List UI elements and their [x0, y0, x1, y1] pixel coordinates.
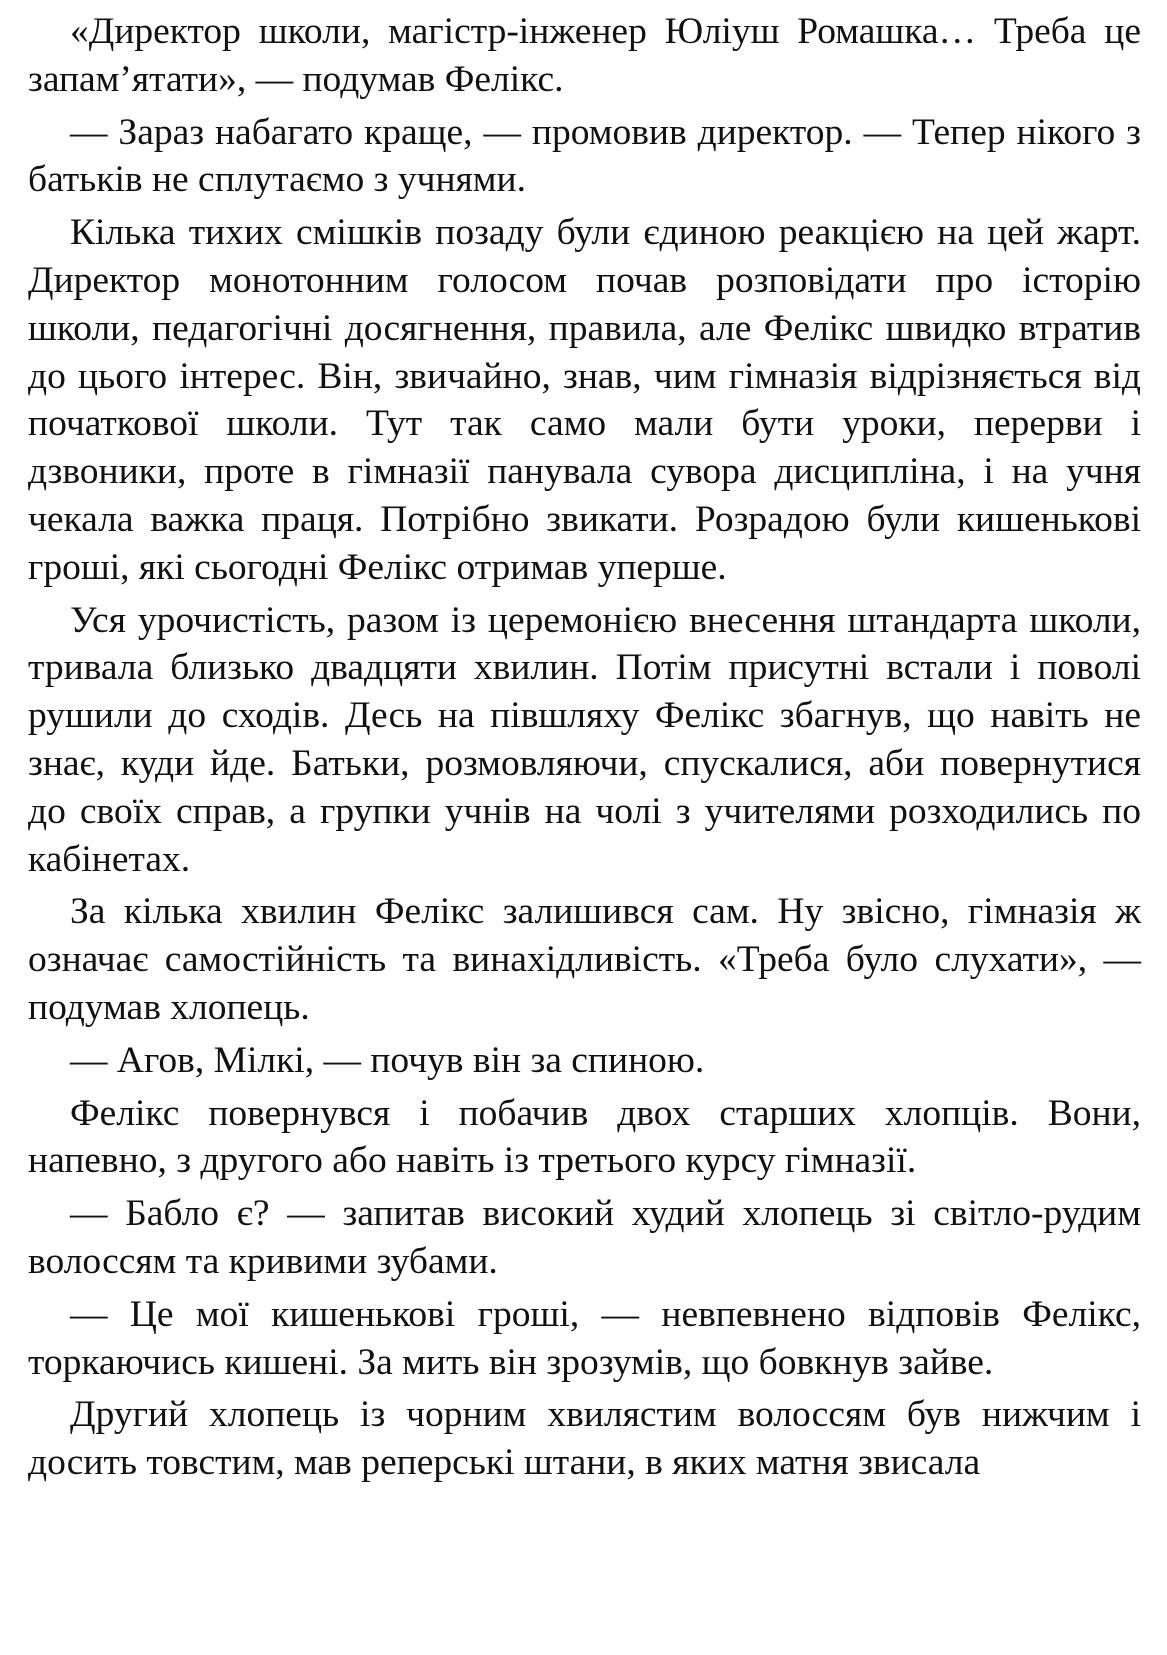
paragraph-4: Уся урочистість, разом із церемонією внесення штандарта школи, тривала близько двадцяти хвилин. Потім присутні встали і поволі рушили до сходів. Десь на півшляху Фелікс збагнув, що навіть не знає, куди йде. Батьки, розмовляючи, спускалися, аби повернутися до своїх справ, а групки учнів на чолі з учителями розходились по кабінетах. [28, 599, 1141, 880]
paragraph-7: Фелікс повернувся і побачив двох старших хлопців. Вони, напевно, з другого або навіть із третього курсу гімназії. [28, 1092, 1141, 1182]
paragraph-2: — Зараз набагато краще, — промовив директор. — Тепер нікого з батьків не сплутаємо з учнями. [28, 111, 1141, 201]
paragraph-1: «Директор школи, магістр-інженер Юліуш Ромашка… Треба це запам’ятати», — подумав Фелікс. [28, 11, 1141, 100]
paragraph-3: Кілька тихих смішків позаду були єдиною реакцією на цей жарт. Директор монотонним голосом почав розповідати про історію школи, педагогічні досягнення, правила, але Фелікс швидко втратив до цього інтерес. Він, звичайно, знав, чим гімназія відрізняється від початкової школи. Тут так само мали бути уроки, перерви і дзвоники, проте в гімназії панувала сувора дисципліна, і на учня чекала важка праця. Потрібно звикати. Розрадою були кишенькові гроші, які сьогодні Фелікс отримав уперше. [28, 212, 1141, 588]
paragraph-9: — Це мої кишенькові гроші, — невпевнено відповів Фелікс, торкаючись кишені. За мить він зрозумів, що бовкнув зайве. [28, 1293, 1141, 1383]
paragraph-8: — Бабло є? — запитав високий худий хлопець зі світло-рудим волоссям та кривими зубами. [28, 1193, 1141, 1282]
book-page [28, 8, 1141, 1492]
paragraph-10: Другий хлопець із чорним хвилястим волоссям був нижчим і досить товстим, мав реперські штани, в яких матня звисала [28, 1394, 1141, 1484]
paragraph-6: — Агов, Мілкі, — почув він за спиною. [70, 1039, 705, 1081]
paragraph-5: За кілька хвилин Фелікс залишився сам. Ну звісно, гімназія ж означає самостійність та винахідливість. «Треба було слухати», — подумав хлопець. [28, 891, 1141, 1028]
